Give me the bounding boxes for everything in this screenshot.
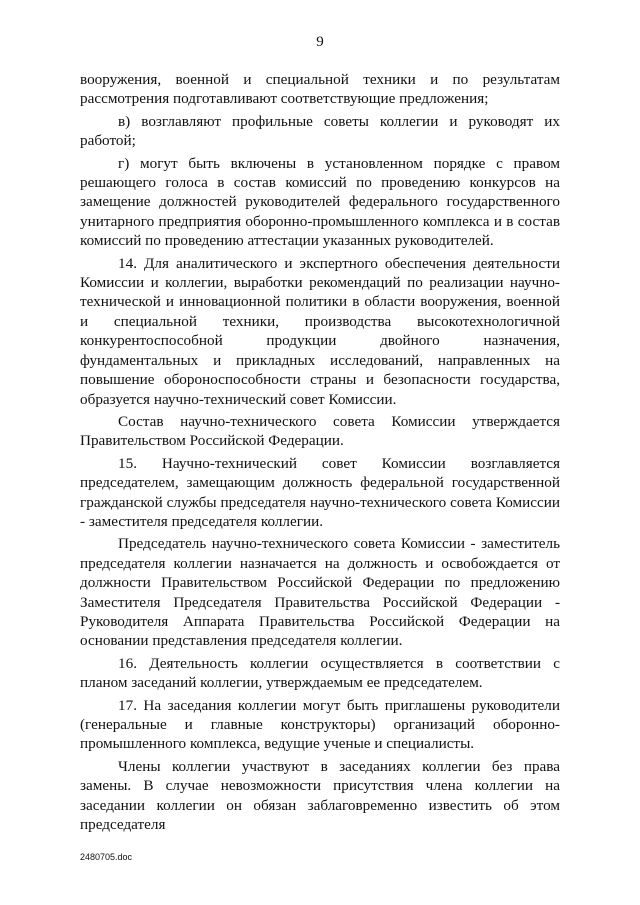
- footer-filename: 2480705.doc: [80, 852, 133, 862]
- paragraph-section-16: 16. Деятельность коллегии осуществляется в соответствии с планом заседаний коллегии, утверждаемым ее председателем.: [80, 654, 560, 692]
- paragraph-section-15: 15. Научно-технический совет Комиссии возглавляется председателем, замещающим должность федеральной государственной гражданской службы председателя научно-технического совета Комиссии - заместителя председателя коллегии.: [80, 454, 560, 530]
- paragraph-chairman-appointment: Председатель научно-технического совета Комиссии - заместитель председателя коллегии назначается на должность и освобождается от должности Правительством Российской Федерации по предложению Заместителя Председателя Правительства Российской Федерации - Руководителя Аппарата Правительства Российской Федерации на основании представления председателя коллегии.: [80, 535, 560, 650]
- document-body: [80, 70, 560, 837]
- paragraph-council-composition: Состав научно-технического совета Комиссии утверждается Правительством Российской Федерации.: [80, 412, 560, 450]
- paragraph-continuation: вооружения, военной и специальной техники и по результатам рассмотрения подготавливают соответствующие предложения;: [80, 71, 560, 108]
- paragraph-item-v: в) возглавляют профильные советы коллегии и руководят их работой;: [80, 112, 560, 150]
- paragraph-item-g: г) могут быть включены в установленном порядке с правом решающего голоса в состав комиссий по проведению конкурсов на замещение должностей руководителей федерального государственного унитарного предприятия оборонно-промышленного комплекса и в состав комиссий по проведению аттестации указанных руководителей.: [80, 154, 560, 250]
- paragraph-section-14: 14. Для аналитического и экспертного обеспечения деятельности Комиссии и коллегии, выработки рекомендаций по реализации научно-технической и инновационной политики в области вооружения, военной и специальной техники, производства высокотехнологичной конкурентоспособной продукции двойного назначения, фундаментальных и прикладных исследований, направленных на повышение обороноспособности страны и безопасности государства, образуется научно-технический совет Комиссии.: [80, 254, 560, 408]
- page-number: 9: [316, 34, 324, 50]
- paragraph-members-participation: Члены коллегии участвуют в заседаниях коллегии без права замены. В случае невозможности присутствия члена коллегии на заседании коллегии он обязан заблаговременно известить об этом председателя: [80, 757, 560, 834]
- paragraph-section-17: 17. На заседания коллегии могут быть приглашены руководители (генеральные и главные конструкторы) организаций оборонно-промышленного комплекса, ведущие ученые и специалисты.: [80, 696, 560, 753]
